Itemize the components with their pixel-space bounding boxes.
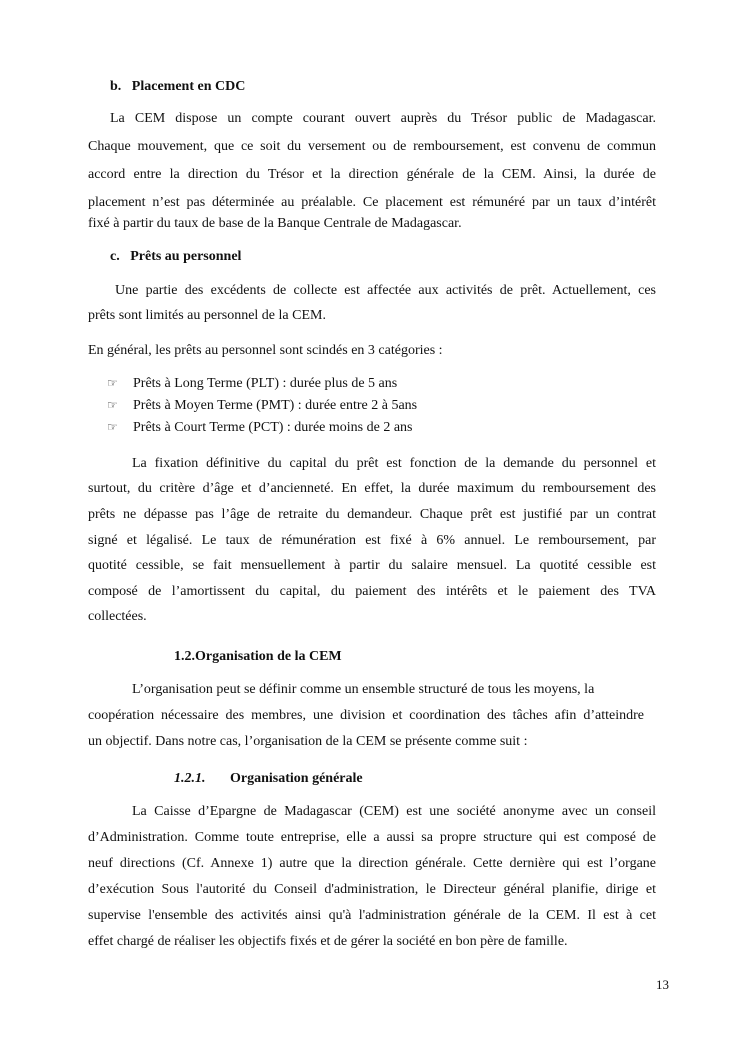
section-1-2-heading: 1.2.Organisation de la CEM — [174, 649, 342, 664]
section-c-paragraph2-line: collectées. — [88, 609, 147, 624]
pointing-hand-icon: ☞ — [107, 420, 118, 434]
section-b-paragraph-line: fixé à partir du taux de base de la Banque Centrale de Madagascar. — [88, 216, 462, 231]
list-item-text: Prêts à Moyen Terme (PMT) : durée entre 2 à 5ans — [133, 398, 418, 413]
section-b-paragraph-line: accord entre la direction du Trésor et la direction générale de la CEM. Ainsi, la durée de — [88, 167, 656, 182]
section-1-2-1-paragraph-line: effet chargé de réaliser les objectifs fixés et de gérer la société en bon père de famille. — [88, 934, 568, 949]
section-c-heading: c. Prêts au personnel — [110, 249, 242, 264]
page-number: 13 — [656, 977, 669, 992]
section-1-2-1-number: 1.2.1. — [174, 771, 206, 786]
list-item — [107, 375, 397, 392]
pointing-hand-icon: ☞ — [107, 398, 118, 412]
list-item — [107, 419, 413, 436]
section-c-paragraph2-line: quotité cessible, se fait mensuellement à partir du salaire mensuel. La quotité cessible est — [88, 558, 656, 573]
section-1-2-paragraph-line: coopération nécessaire des membres, une division et coordination des tâches afin d’atteindre — [88, 708, 644, 723]
section-1-2-1-paragraph-line: supervise l'ensemble des activités ainsi qu'à l'administration générale de la CEM. Il est à cet — [88, 908, 656, 923]
section-c-intro: En général, les prêts au personnel sont scindés en 3 catégories : — [88, 343, 443, 358]
section-c-paragraph2-line: signé et légalisé. Le taux de rémunération est fixé à 6% annuel. Le remboursement, par — [88, 533, 656, 548]
section-1-2-paragraph-line: un objectif. Dans notre cas, l’organisation de la CEM se présente comme suit : — [88, 734, 528, 749]
section-c-paragraph-line: prêts sont limités au personnel de la CEM. — [88, 308, 326, 323]
list-item — [107, 397, 417, 414]
section-1-2-1-paragraph-line: d’exécution Sous l'autorité du Conseil d'administration, le Directeur général planifie, dirige et — [88, 882, 656, 897]
section-1-2-1-paragraph-line: La Caisse d’Epargne de Madagascar (CEM) est une société anonyme avec un conseil — [132, 804, 656, 819]
section-c-paragraph-line: Une partie des excédents de collecte est affectée aux activités de prêt. Actuellement, ces — [115, 283, 656, 298]
section-b-paragraph-line: La CEM dispose un compte courant ouvert auprès du Trésor public de Madagascar. — [110, 111, 656, 126]
section-1-2-1-paragraph-line: d’Administration. Comme toute entreprise, elle a aussi sa propre structure qui est composé de — [88, 830, 656, 845]
section-1-2-1-paragraph-line: neuf directions (Cf. Annexe 1) autre que la direction générale. Cette dernière qui est l’organe — [88, 856, 656, 871]
section-b-paragraph-line: Chaque mouvement, que ce soit du versement ou de remboursement, est convenu de commun — [88, 139, 656, 154]
section-c-paragraph2-line: prêts ne dépasse pas l’âge de retraite du demandeur. Chaque prêt est justifié par un contrat — [88, 507, 656, 522]
pointing-hand-icon: ☞ — [107, 376, 118, 390]
section-1-2-1-title: Organisation générale — [230, 771, 363, 786]
section-c-paragraph2-line: La fixation définitive du capital du prêt est fonction de la demande du personnel et — [132, 456, 656, 471]
section-1-2-paragraph-line: L’organisation peut se définir comme un ensemble structuré de tous les moyens, la — [132, 682, 595, 697]
section-c-paragraph2-line: surtout, du critère d’âge et d’ancienneté. En effet, la durée maximum du remboursement des — [88, 481, 656, 496]
section-b-heading: b. Placement en CDC — [110, 79, 246, 94]
list-item-text: Prêts à Court Terme (PCT) : durée moins de 2 ans — [133, 420, 413, 435]
list-item-text: Prêts à Long Terme (PLT) : durée plus de 5 ans — [133, 376, 398, 391]
section-c-paragraph2-line: composé de l’amortissent du capital, du paiement des intérêts et le paiement des TVA — [88, 584, 656, 599]
section-b-paragraph-line: placement n’est pas déterminée au préalable. Ce placement est rémunéré par un taux d’intérêt — [88, 195, 656, 210]
